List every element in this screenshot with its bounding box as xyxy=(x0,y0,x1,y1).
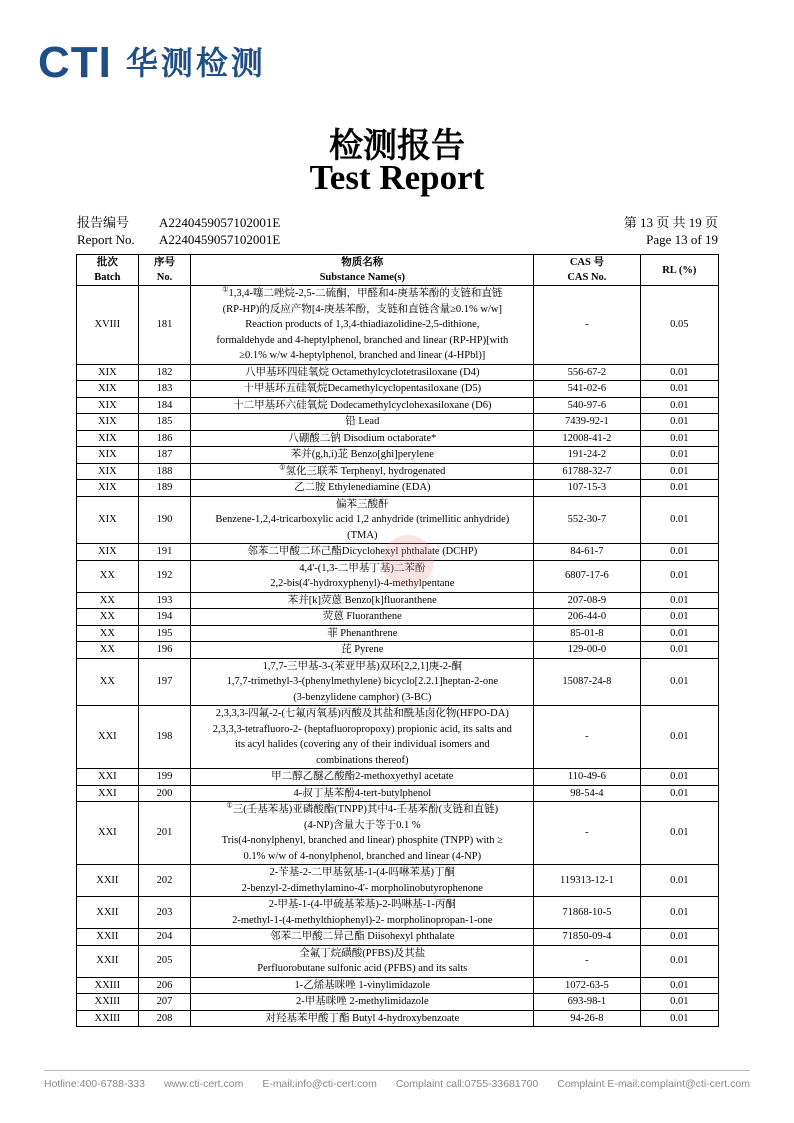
table-row xyxy=(77,642,719,659)
cell-batch: XXI xyxy=(77,769,139,786)
cell-substance-name xyxy=(191,592,534,609)
footnote-marker: ① xyxy=(226,801,233,810)
table-row xyxy=(77,447,719,464)
substance-line: 1-乙烯基咪唑 1-vinylimidazole xyxy=(294,979,431,991)
table-row xyxy=(77,592,719,609)
cell-cas: 119313-12-1 xyxy=(534,865,640,897)
substance-line: 1,7,7-三甲基-3-(苯亚甲基)双环[2,2,1]庚-2-酮 xyxy=(262,660,463,672)
cell-substance-name xyxy=(191,544,534,561)
cell-no: 182 xyxy=(138,364,191,381)
cell-batch: XXII xyxy=(77,865,139,897)
cell-no: 201 xyxy=(138,802,191,865)
cell-batch: XXI xyxy=(77,802,139,865)
cell-rl: 0.01 xyxy=(640,785,718,802)
cell-rl: 0.01 xyxy=(640,592,718,609)
cell-rl: 0.01 xyxy=(640,496,718,544)
substance-line: 十二甲基环六硅氧烷 Dodecamethylcyclohexasiloxane (D6) xyxy=(233,399,492,411)
substance-line: 4-叔丁基苯酚4-tert-butylphenol xyxy=(293,787,432,799)
cell-substance-name xyxy=(191,397,534,414)
cell-no: 186 xyxy=(138,430,191,447)
cell-no: 187 xyxy=(138,447,191,464)
substance-line: 2,2-bis(4'-hydroxyphenyl)-4-methylpentane xyxy=(270,578,455,589)
cell-no: 197 xyxy=(138,658,191,706)
substance-line: (RP-HP)的反应产物[4-庚基苯酚，支链和直链含量≥0.1% w/w] xyxy=(222,303,502,315)
header-cas: CAS 号 CAS No. xyxy=(534,255,640,286)
substance-line: 八硼酸二钠 Disodium octaborate* xyxy=(288,432,437,444)
company-logo xyxy=(38,38,266,88)
substance-line: 4,4'-(1,3-二甲基丁基)二苯酚 xyxy=(299,562,426,574)
table-row xyxy=(77,865,719,897)
cell-rl: 0.01 xyxy=(640,430,718,447)
cell-no: 194 xyxy=(138,609,191,626)
cell-rl: 0.01 xyxy=(640,625,718,642)
report-number-block xyxy=(77,214,280,248)
cell-no: 189 xyxy=(138,480,191,497)
cell-substance-name xyxy=(191,1010,534,1027)
cell-substance-name xyxy=(191,430,534,447)
table-row xyxy=(77,994,719,1011)
cell-no: 191 xyxy=(138,544,191,561)
cell-no: 190 xyxy=(138,496,191,544)
cell-cas: 61788-32-7 xyxy=(534,463,640,480)
cell-cas: 71850-09-4 xyxy=(534,929,640,946)
substance-table xyxy=(76,254,719,1027)
substance-line: (TMA) xyxy=(347,529,378,541)
cell-rl: 0.01 xyxy=(640,994,718,1011)
cell-substance-name xyxy=(191,286,534,365)
cell-batch: XXIII xyxy=(77,977,139,994)
cell-substance-name xyxy=(191,381,534,398)
cell-rl: 0.01 xyxy=(640,609,718,626)
cell-batch: XIX xyxy=(77,447,139,464)
table-row xyxy=(77,430,719,447)
substance-line: 全氟丁烷磺酸(PFBS)及其盐 xyxy=(299,947,426,959)
cell-batch: XXII xyxy=(77,929,139,946)
table-row xyxy=(77,480,719,497)
cell-batch: XXI xyxy=(77,785,139,802)
cell-batch: XX xyxy=(77,592,139,609)
cell-cas: 15087-24-8 xyxy=(534,658,640,706)
substance-line: combinations thereof) xyxy=(316,754,409,766)
cell-rl: 0.01 xyxy=(640,658,718,706)
table-row xyxy=(77,897,719,929)
cell-rl: 0.01 xyxy=(640,929,718,946)
table-row xyxy=(77,945,719,977)
cell-batch: XXII xyxy=(77,897,139,929)
table-row xyxy=(77,658,719,706)
report-title-en: Test Report xyxy=(309,158,485,197)
cell-cas: 110-49-6 xyxy=(534,769,640,786)
cell-cas: 693-98-1 xyxy=(534,994,640,1011)
cell-cas: 191-24-2 xyxy=(534,447,640,464)
cell-cas: 552-30-7 xyxy=(534,496,640,544)
substance-line: ①1,3,4-噻二唑烷-2,5-二硫酮，甲醛和4-庚基苯酚的支链和直链 xyxy=(222,285,503,299)
table-row xyxy=(77,414,719,431)
substance-line: 邻苯二甲酸二异己酯 Diisohexyl phthalate xyxy=(270,931,455,942)
cell-no: 193 xyxy=(138,592,191,609)
cell-rl: 0.01 xyxy=(640,544,718,561)
cell-batch: XX xyxy=(77,642,139,659)
cell-cas: 98-54-4 xyxy=(534,785,640,802)
cell-cas: - xyxy=(534,945,640,977)
substance-line: Tris(4-nonylphenyl, branched and linear) phosphite (TNPP) with ≥ xyxy=(221,835,503,846)
substance-line: 2,3,3,3-四氟-2-(七氟丙氧基)丙酸及其盐和酰基卤化物(HFPO-DA) xyxy=(215,708,509,719)
cell-batch: XIX xyxy=(77,381,139,398)
substance-line: (4-NP)含量大于等于0.1 % xyxy=(303,819,421,831)
logo-chinese-name: 华测检测 xyxy=(125,44,266,82)
cell-no: 208 xyxy=(138,1010,191,1027)
cell-rl: 0.01 xyxy=(640,865,718,897)
substance-line: Benzene-1,2,4-tricarboxylic acid 1,2 anhydride (trimellitic anhydride) xyxy=(215,514,510,525)
cell-batch: XIX xyxy=(77,544,139,561)
table-row xyxy=(77,397,719,414)
cell-batch: XIX xyxy=(77,397,139,414)
substance-line: ①氢化三联苯 Terphenyl, hydrogenated xyxy=(279,463,446,477)
cell-substance-name xyxy=(191,802,534,865)
table-row xyxy=(77,977,719,994)
cell-cas: 207-08-9 xyxy=(534,592,640,609)
table-row xyxy=(77,802,719,865)
cell-rl: 0.05 xyxy=(640,286,718,365)
cell-cas: 85-01-8 xyxy=(534,625,640,642)
substance-line: 苯并[k]荧蒽 Benzo[k]fluoranthene xyxy=(287,594,437,606)
cell-cas: 71868-10-5 xyxy=(534,897,640,929)
cell-no: 203 xyxy=(138,897,191,929)
logo-brand: CTI xyxy=(38,38,112,87)
cell-rl: 0.01 xyxy=(640,463,718,480)
table-row xyxy=(77,625,719,642)
cell-batch: XX xyxy=(77,609,139,626)
footer xyxy=(44,1078,750,1090)
substance-line: 1,7,7-trimethyl-3-(phenylmethylene) bicyclo[2.2.1]heptan-2-one xyxy=(226,676,499,687)
cell-rl: 0.01 xyxy=(640,642,718,659)
substance-line: 对羟基苯甲酸丁酯 Butyl 4-hydroxybenzoate xyxy=(265,1012,460,1024)
substance-line: 十甲基环五硅氧烷Decamethylcyclopentasiloxane (D5) xyxy=(243,383,482,394)
cell-no: 181 xyxy=(138,286,191,365)
cell-rl: 0.01 xyxy=(640,480,718,497)
substance-line: 菲 Phenanthrene xyxy=(327,627,398,639)
cell-batch: XIX xyxy=(77,430,139,447)
cell-substance-name xyxy=(191,609,534,626)
footer-website: www.cti-cert.com xyxy=(163,1078,244,1090)
cell-batch: XIX xyxy=(77,364,139,381)
table-row xyxy=(77,609,719,626)
substance-line: 2-甲基-1-(4-甲硫基苯基)-2-吗啉基-1-丙酮 xyxy=(268,899,456,910)
cell-no: 205 xyxy=(138,945,191,977)
substance-line: 2-benzyl-2-dimethylamino-4'- morpholinobutyrophenone xyxy=(241,882,483,894)
table-row xyxy=(77,706,719,769)
cell-cas: 556-67-2 xyxy=(534,364,640,381)
table-row xyxy=(77,1010,719,1027)
substance-line: 邻苯二甲酸二环己酯Dicyclohexyl phthalate (DCHP) xyxy=(247,546,478,557)
cell-rl: 0.01 xyxy=(640,560,718,592)
cell-cas: 6807-17-6 xyxy=(534,560,640,592)
substance-line: ①三(壬基苯基)亚磷酸酯(TNPP)其中4-壬基苯酚(支链和直链) xyxy=(226,801,499,815)
cell-substance-name xyxy=(191,480,534,497)
cell-substance-name xyxy=(191,463,534,480)
cell-rl: 0.01 xyxy=(640,706,718,769)
substance-line: ≥0.1% w/w 4-heptylphenol, branched and linear (4-HPbl)] xyxy=(239,350,486,361)
report-no-value: A2240459057102001E xyxy=(159,215,281,230)
cell-batch: XX xyxy=(77,658,139,706)
report-no-label-cn: 报告编号 xyxy=(77,215,130,230)
cell-cas: 1072-63-5 xyxy=(534,977,640,994)
table-row xyxy=(77,364,719,381)
cell-substance-name xyxy=(191,364,534,381)
cell-rl: 0.01 xyxy=(640,945,718,977)
substance-line: 乙二胺 Ethylenediamine (EDA) xyxy=(294,482,431,493)
substance-line: its acyl halides (covering any of their individual isomers and xyxy=(235,739,490,750)
page-number-block xyxy=(624,214,718,248)
cell-cas: 129-00-0 xyxy=(534,642,640,659)
cell-no: 200 xyxy=(138,785,191,802)
cell-substance-name xyxy=(191,560,534,592)
cell-rl: 0.01 xyxy=(640,397,718,414)
header-batch: 批次 Batch xyxy=(77,255,139,286)
cell-substance-name xyxy=(191,785,534,802)
cell-batch: XXIII xyxy=(77,994,139,1011)
substance-line: 八甲基环四硅氧烷 Octamethylcyclotetrasiloxane (D4) xyxy=(245,366,480,378)
cell-cas: 12008-41-2 xyxy=(534,430,640,447)
table-row xyxy=(77,785,719,802)
substance-line: Reaction products of 1,3,4-thiadiazolidine-2,5-dithione, xyxy=(245,319,480,330)
cell-cas: 84-61-7 xyxy=(534,544,640,561)
cell-cas: - xyxy=(534,286,640,365)
cell-substance-name xyxy=(191,865,534,897)
substance-line: 2-苄基-2-二甲基氨基-1-(4-吗啉苯基)丁酮 xyxy=(269,867,456,878)
cell-batch: XVIII xyxy=(77,286,139,365)
cell-rl: 0.01 xyxy=(640,802,718,865)
substance-line: Perfluorobutane sulfonic acid (PFBS) and its salts xyxy=(257,963,468,974)
cell-no: 195 xyxy=(138,625,191,642)
table-row xyxy=(77,769,719,786)
report-no-label-en: Report No. xyxy=(77,232,135,247)
cell-cas: 7439-92-1 xyxy=(534,414,640,431)
cell-substance-name xyxy=(191,414,534,431)
watermark-seal xyxy=(382,535,434,587)
side-stamp xyxy=(770,490,788,640)
substance-line: 2-甲基咪唑 2-methylimidazole xyxy=(295,996,429,1007)
page-number-en: Page 13 of 19 xyxy=(646,232,718,247)
footer-divider xyxy=(44,1070,750,1071)
cell-substance-name xyxy=(191,929,534,946)
footnote-marker: ① xyxy=(222,285,229,294)
cell-rl: 0.01 xyxy=(640,364,718,381)
cell-no: 185 xyxy=(138,414,191,431)
page-number-cn: 第 13 页 共 19 页 xyxy=(623,215,718,230)
substance-line: 偏苯三酸酐 xyxy=(336,498,389,510)
table-row xyxy=(77,463,719,480)
cell-no: 198 xyxy=(138,706,191,769)
cell-substance-name xyxy=(191,994,534,1011)
cell-batch: XIX xyxy=(77,414,139,431)
cell-substance-name xyxy=(191,897,534,929)
substance-line: 铅 Lead xyxy=(345,416,380,427)
table-row xyxy=(77,286,719,365)
cell-batch: XIX xyxy=(77,463,139,480)
cell-substance-name xyxy=(191,642,534,659)
substance-line: formaldehyde and 4-heptylphenol, branched and linear (RP-HP)[with xyxy=(216,334,509,346)
cell-no: 192 xyxy=(138,560,191,592)
cell-rl: 0.01 xyxy=(640,447,718,464)
cell-batch: XIX xyxy=(77,496,139,544)
cell-no: 202 xyxy=(138,865,191,897)
substance-line: 甲二醇乙醚乙酸酯2-methoxyethyl acetate xyxy=(271,771,454,782)
header-no: 序号 No. xyxy=(138,255,191,286)
cell-substance-name xyxy=(191,447,534,464)
cell-rl: 0.01 xyxy=(640,977,718,994)
cell-substance-name xyxy=(191,769,534,786)
cell-substance-name xyxy=(191,496,534,544)
substance-line: 0.1% w/w of 4-nonylphenol, branched and linear (4-NP) xyxy=(243,850,482,862)
cell-substance-name xyxy=(191,977,534,994)
cell-cas: 94-26-8 xyxy=(534,1010,640,1027)
table-row xyxy=(77,929,719,946)
cell-no: 196 xyxy=(138,642,191,659)
cell-cas: 107-15-3 xyxy=(534,480,640,497)
substance-line: 芘 Pyrene xyxy=(341,644,384,655)
cell-no: 188 xyxy=(138,463,191,480)
cell-no: 183 xyxy=(138,381,191,398)
cell-no: 206 xyxy=(138,977,191,994)
table-row xyxy=(77,381,719,398)
cell-substance-name xyxy=(191,658,534,706)
cell-cas: - xyxy=(534,802,640,865)
footer-complaint-call: Complaint call:0755-33681700 xyxy=(395,1078,539,1090)
footer-complaint-email: Complaint E-mail:complaint@cti-cert.com xyxy=(557,1078,750,1090)
cell-batch: XX xyxy=(77,625,139,642)
cell-rl: 0.01 xyxy=(640,381,718,398)
cell-no: 207 xyxy=(138,994,191,1011)
cell-substance-name xyxy=(191,625,534,642)
cell-rl: 0.01 xyxy=(640,1010,718,1027)
cell-batch: XIX xyxy=(77,480,139,497)
cell-no: 199 xyxy=(138,769,191,786)
header-rl: RL (%) xyxy=(640,255,718,286)
table-body xyxy=(77,286,719,1027)
cell-no: 184 xyxy=(138,397,191,414)
cell-cas: 206-44-0 xyxy=(534,609,640,626)
header-substance: 物质名称 Substance Name(s) xyxy=(191,255,534,286)
footer-hotline: Hotline:400-6788-333 xyxy=(44,1078,145,1090)
substance-line: 荧蒽 Fluoranthene xyxy=(322,611,402,622)
substance-line: 苯并(g,h,i)苝 Benzo[ghi]perylene xyxy=(290,449,434,460)
footer-email: E-mail:info@cti-cert.com xyxy=(262,1078,377,1090)
cell-substance-name xyxy=(191,706,534,769)
cell-substance-name xyxy=(191,945,534,977)
substance-line: (3-benzylidene camphor) (3-BC) xyxy=(293,691,432,703)
cell-batch: XX xyxy=(77,560,139,592)
cell-rl: 0.01 xyxy=(640,897,718,929)
cell-batch: XXII xyxy=(77,945,139,977)
substance-line: 2-methyl-1-(4-methylthiophenyl)-2- morpholinopropan-1-one xyxy=(232,914,493,926)
report-title-cn: 检测报告 xyxy=(329,126,465,166)
footnote-marker: ① xyxy=(279,463,286,471)
cell-cas: 541-02-6 xyxy=(534,381,640,398)
table-header-row xyxy=(77,255,719,286)
cell-no: 204 xyxy=(138,929,191,946)
report-no-value-en: A2240459057102001E xyxy=(159,232,281,247)
cell-rl: 0.01 xyxy=(640,769,718,786)
cell-rl: 0.01 xyxy=(640,414,718,431)
cell-cas: - xyxy=(534,706,640,769)
cell-batch: XXIII xyxy=(77,1010,139,1027)
substance-line: 2,3,3,3-tetrafluoro-2- (heptafluoropropoxy) propionic acid, its salts and xyxy=(212,723,512,735)
cell-batch: XXI xyxy=(77,706,139,769)
cell-cas: 540-97-6 xyxy=(534,397,640,414)
